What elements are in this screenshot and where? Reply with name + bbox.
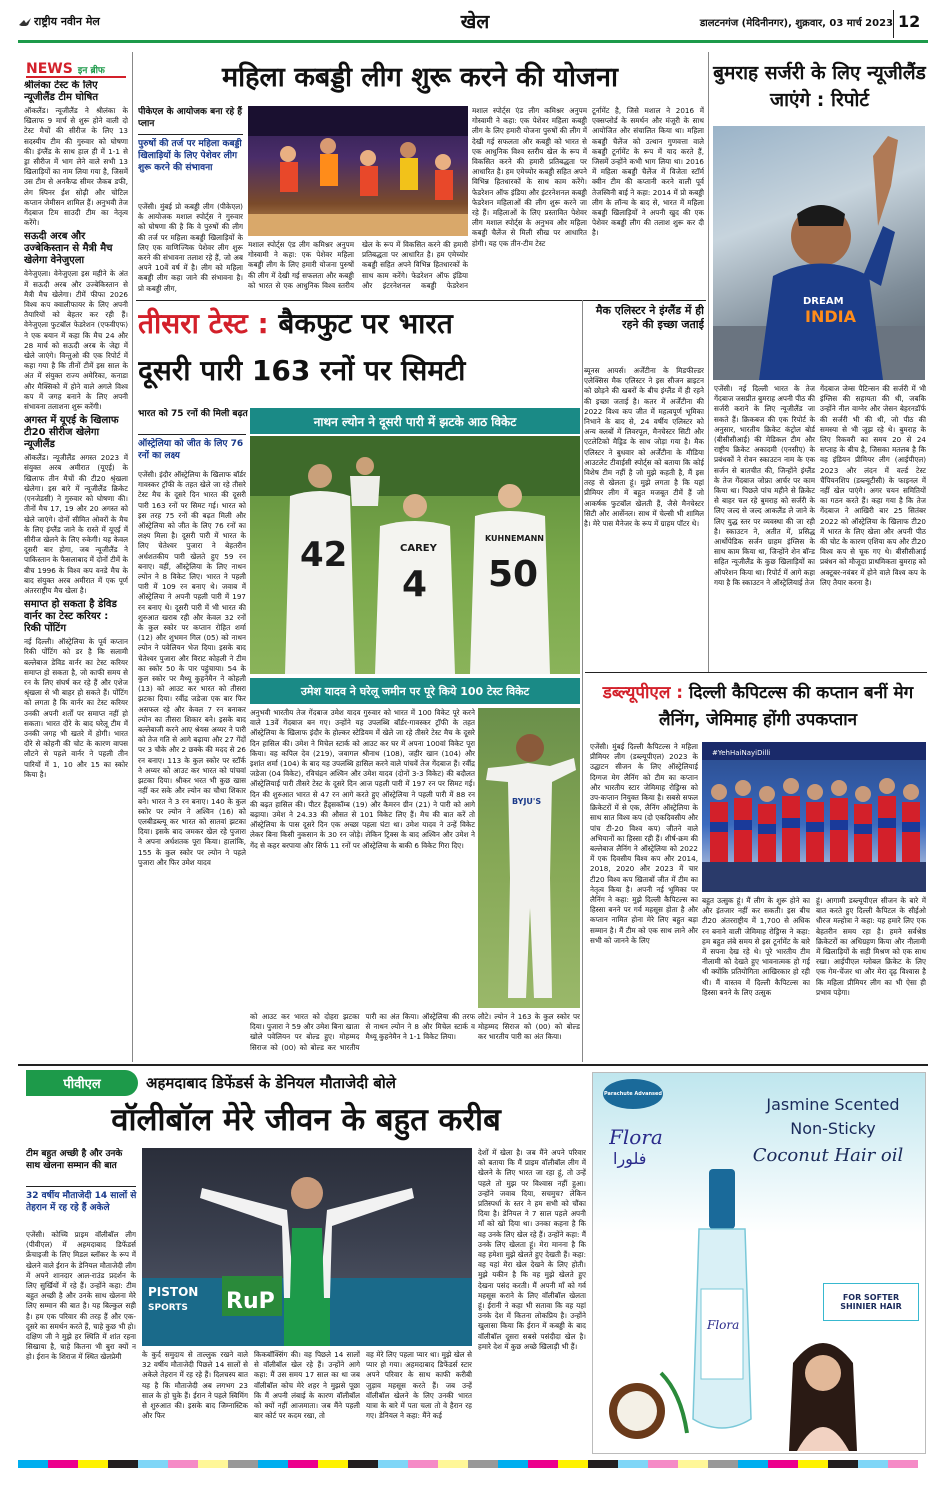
umesh-banner xyxy=(250,678,580,704)
test-body-2 xyxy=(250,708,475,1008)
jersey-name-carey: CAREY xyxy=(400,543,437,554)
wpl-body-text: बहुत उत्सुक हूं। मैं लीग के शुरू होने का और इंतजार नहीं कर सकती। इस बीच टी20 अंतरराष्ट्रीय में 1,700 से अधिक रन बनाने वाली जेमिमाह रोड्रिग्स ने कहा: हम बहुत लंबे समय से इस टूर्नामेंट के बारे में सपना देख रहे थे। पूरे भारतीय टीम नीलामी को देखते हुए भावनात्मक हो गई थी क्योंकि प्रतियोगिता आखिरकार हो रही थी। मैं वास्तव में दिल्ली कैपिटल्स का हिस्सा बनने के लिए उत्सुक xyxy=(702,896,810,997)
bird-logo-icon xyxy=(18,14,32,26)
wpl-headline xyxy=(590,680,926,738)
volley-body-text: एजेंसी। कोच्चि प्राइम वॉलीबॉल लीग (पीवीएल) में अहमदाबाद डिफेंडर्स फ्रेंचाइजी के लिए मिडल ब्लॉकर के रूप में खेलने वाले ईरान के डेनियल मौताजेदी लीग में अपने शानदार आल-राउंड प्रदर्शन के लिए सुर्खियों में रहे हैं। उन्होंने कहा: टीम बहुत अच्छी है और उनके साथ खेलना मेरे लिए सम्मान की बात है। यह बिल्कुल सही है। हम एक परिवार की तरह हैं और एक-दूसरे का समर्थन करते हैं, चाहे कुछ भी हो। दक्षिण जी ने मुझे हर स्थिति में शांत रहना सिखाया है, चाहे कितना भी बुरा क्यों न हो। ईरान के शिराज में स्थित खेलप्रेमी xyxy=(26,1230,136,1362)
brief-item xyxy=(24,231,128,412)
volley-body-5 xyxy=(478,1148,586,1454)
brief-item xyxy=(24,80,128,228)
bumrah-body-text: एजेंसी। नई दिल्ली भारत के तेज गेंदबाज जसप्रीत बुमराह अपनी पीठ की सर्जरी कराने के लिए न्यूजीलैंड जा सकते हैं। क्रिकबज की एक रिपोर्ट के अनुसार, भारतीय क्रिकेट कंट्रोल बोर्ड (बीसीसीआई) की मेडिकल टीम और राष्ट्रीय क्रिकेट अकादमी (एनसीए) के प्रबंधकों ने रोवन स्काउटन नाम के एक सर्जन से बातचीत की, जिन्होंने इंग्लैंड के तेज गेंदबाज जोफ्रा आर्चर पर काम किया था। पिछले पांच महीने से क्रिकेट से बाहर चल रहे बुमराह को सर्जरी के लिए जल्द से जल्द आकलैंड ले जाने के लिए युद्ध स्तर पर व्यवस्था की जा रही है। स्काउटन ने, अतीत में, प्रसिद्ध आर्थोपेडिक सर्जन ग्राहम इंग्लिस के साथ काम किया था, जिन्होंने शेन बॉन्ड सहित न्यूजीलैंड के कुछ खिलाड़ियों का ऑपरेशन किया था। रिपोर्ट में आगे कहा गया है कि स्काउटन ने ऑस्ट्रेलियाई तेज xyxy=(714,384,815,587)
news-brief-underline xyxy=(26,76,126,78)
test-kicker-2: ऑस्ट्रेलिया को जीत के लिए 76 रनों का लक्ष्य xyxy=(138,439,244,461)
wpl-headline-rest: दिल्ली कैपिटल्स की कप्तान बनीं मेग लैनिंग, जेमिमाह होंगी उपकप्तान xyxy=(658,683,914,730)
kabaddi-kicker-rule xyxy=(138,134,243,135)
header-rule xyxy=(18,40,928,43)
kabaddi-body-text: एजेंसी। मुंबई प्रो कबड्डी लीग (पीकेएल) के आयोजक मशाल स्पोर्ट्स ने गुरुवार को घोषणा की है कि वे पुरुषों की लीग की तर्ज पर महिला कबड्डी खिलाड़ियों के लिए एक वाणिज्यिक पेशेवर लीग शुरू करने की संभावना तलाश रहे हैं, जो अब अपने 10वें वर्ष में है। लीग को महिला कबड्डी लीग कहा जाने की संभावना है। प्रो कबड्डी लीग, xyxy=(138,202,243,293)
australia-players-photo xyxy=(250,436,580,674)
sidebar-briefs xyxy=(24,80,128,1080)
test-headline-rest: बैकफुट पर भारत xyxy=(278,307,453,340)
bumrah-bottom-rule xyxy=(585,672,927,673)
wpl-hashtag: #YehHaiNayiDilli xyxy=(712,749,771,757)
volley-body-text: देशों में खेला है। जब मैंने अपने परिवार को बताया कि मैं प्राइम वॉलीबॉल लीग में खेलने के लिए भारत जा रहा हूं, तो उन्हें पहले तो मुझ पर विश्वास नहीं हुआ। उन्होंने जवाब दिया, सचमुच? लेकिन प्रतिस्पर्धा के स्तर ने हम सभी को चौंका दिया है। डेनियल ने 7 साल पहले अपनी माँ को खो दिया था। उनका कहना है कि वह उनके लिए खेल रहे हैं। उन्होंने कहा: मैं उनके लिए खेलता हूं। मेरा मानना है कि वह हमेशा मुझे खेलते हुए देखती हैं। कहा: वह यहां मेरा खेल देखने के लिए होती। मुझे यकीन है कि वह मुझे खेलते हुए देखना पसंद करती। मैं अपनी माँ को गर्व महसूस कराने के लिए वॉलीबॉल खेलता हूं। ईरानी ने कहा भी सतावा कि वह यहां उनके देश में कितना लोकप्रिय है। उन्होंने खुलासा किया कि ईरान में कबड्डी के बाद वॉलीबॉल दूसरा सबसे पसंदीदा खेल है। हमारे देश में कुछ अच्छे खिलाड़ी भी हैं। xyxy=(478,1148,586,1351)
volley-headline: वॉलीबॉल मेरे जीवन के बहुत करीब xyxy=(111,1102,501,1138)
ad-brand-name: Parachute Advansed xyxy=(604,1091,662,1097)
bumrah-body-1 xyxy=(714,384,815,670)
ad-line-2: Non-Sticky xyxy=(790,1119,876,1138)
wpl-body-text: एजेंसी। मुंबई दिल्ली कैपिटल्स ने महिला प्रीमियर लीग (डब्ल्यूपीएल) 2023 के उद्घाटन सीजन के लिए ऑस्ट्रेलियाई दिग्गज मेग लैनिंग को टीम का कप्तान और भारतीय स्टार जेमिमाह रोड्रिग्स को उप-कप्तान नियुक्त किया है। सबसे सफल क्रिकेटरों में से एक, लैनिंग ऑस्ट्रेलिया के साथ सात विश्व कप (दो एकदिवसीय और पांच टी-20 विश्व कप) जीतने वाले अभियानों का हिस्सा रही हैं। शीर्ष-क्रम की बल्लेबाज लैनिंग ने ऑस्ट्रेलिया को 2022 में एक दिवसीय विश्व कप और 2014, 2018, 2020 और 2023 में चार टी20 विश्व कप खिताबों जीत में टीम का नेतृत्व किया है। अपनी नई भूमिका पर लैनिंग ने कहा: मुझे दिल्ली कैपिटल्स का हिस्सा बनने पर गर्व महसूस होता है और कप्तान नामित होना मेरे लिए बहुत बड़ा सम्मान है। मैं टीम को एक साथ लाने और सभी को जानने के लिए xyxy=(590,742,698,945)
kabaddi-kicker-1: पीकेएल के आयोजक बना रहे हैं प्लान xyxy=(138,107,243,129)
banner-piston: PISTON xyxy=(148,1285,199,1299)
test-headline-2: दूसरी पारी 163 रनों पर सिमटी xyxy=(138,354,466,387)
wpl-body-text: हूं। आगामी डब्ल्यूपीएल सीजन के बारे में बात करते हुए दिल्ली कैपिटल के सीईओ धीरज मल्होत्रा ने कहा: यह हमारे लिए एक बेहतरीन समय रहा है। हमने सर्वश्रेष्ठ क्रिकेटरों का अधिग्रहण किया और नीलामी में खिलाड़ियों के सही मिश्रण को एक साथ रखा। आईपीएल ग्लोबल क्रिकेट के लिए एक गेम-चेंजर था और मेरा दृढ़ विश्वास है कि महिला प्रीमियर लीग का भी ऐसा ही प्रभाव पड़ेगा। xyxy=(816,896,926,997)
delhi-capitals-photo xyxy=(702,742,926,892)
jersey-number-42: 42 xyxy=(300,535,348,575)
brief-item xyxy=(24,415,128,596)
kabaddi-kicker-2: पुरुषों की तर्ज पर महिला कबड्डी खिलाड़ियों के लिए पेशेवर लीग शुरू करने की संभावना xyxy=(138,139,242,173)
bumrah-divider xyxy=(708,52,709,672)
kabaddi-body-1 xyxy=(138,202,243,298)
ad-sub-brand: Flora xyxy=(609,1125,663,1149)
page-number: 12 xyxy=(898,12,921,31)
sidebar-divider xyxy=(132,52,133,1062)
pvl-tag xyxy=(26,1070,138,1096)
wpl-body-1 xyxy=(590,742,698,1060)
volley-body-2 xyxy=(142,1350,248,1454)
parachute-ad[interactable] xyxy=(592,1072,926,1454)
volley-body-4 xyxy=(366,1350,472,1454)
umesh-banner-text: उमेश यादव ने घरेलू जमीन पर पूरे किये 100 टेस्ट विकेट xyxy=(300,684,530,698)
volley-kicker-2: 32 वर्षीय मौताजेदी 14 सालों से तेहरान में रह रहे हैं अकेले xyxy=(26,1191,137,1213)
volley-kicker-1: टीम बहुत अच्छी है और उनके साथ खेलना सम्मान की बात xyxy=(26,1149,123,1171)
brief-item xyxy=(24,599,128,780)
brief-headline: सऊदी अरब और उज्बेकिस्तान से मैत्री मैच खेलेगा वेनेजुएला xyxy=(24,231,113,267)
ad-model-image xyxy=(783,1323,863,1451)
brief-headline: श्रीलंका टेस्ट के लिए न्यूजीलैंड टीम घोषित xyxy=(24,80,99,103)
jersey-number-50: 50 xyxy=(488,554,539,595)
kabaddi-headline: महिला कबड्डी लीग शुरू करने की योजना xyxy=(222,62,618,93)
ad-tagline-box xyxy=(823,1283,919,1321)
bumrah-body-text: गेंदबाज जेम्स पैटिन्सन की सर्जरी में भी इंग्लिस की सहायता की थी, जबकि उन्होंने नील वाग्नेर और जेसन बेहरनडॉर्फ की सर्जरी भी की थी, जो पीठ की समस्या से भी जूझ रहे थे। बुमराह के लिए रिकवरी का समय 20 से 24 सप्ताह के बीच है, जिसका मतलब है कि वह इंडियन प्रीमियर लीग (आईपीएल) 2023 और लंदन में वर्ल्ड टेस्ट चैंपियनशिप (डब्ल्यूटीसी) के फाइनल में नहीं खेल पाएंगे। अगर चयन समितियों का गठन करते हैं। कहा गया है कि तेज गेंदबाज ने आखिरी बार 25 सितंबर 2022 को ऑस्ट्रेलिया के खिलाफ टी20 में भारत के लिए खेला और अपनी पीठ की चोट के कारण एशिया कप और टी20 विश्व कप से चूक गए थे। बीसीसीआई प्रबंधन को मौजूदा प्राथमिकता बुमराह को अक्टूबर-नवंबर में होने वाले विश्व कप के लिए तैयार करना है। xyxy=(820,384,926,587)
kabaddi-body-text: टूर्नामेंट है, जिसे मशाल ने 2016 में एक्सप्लोर्ड के समर्थन और मंजूरी के साथ आयोजित और संचालित किया था। महिला कबड्डी चैलेंज को उत्थान गुणवत्ता वाले कबड्डी टूर्नामेंट के रूप में याद करते हैं, जिसमें उन्होंने कभी भाग लिया था। 2016 में महिला कबड्डी चैलेंज में विजेता स्टॉर्म क्वीन टीम की कप्तानी करने वाली पूर्व तेजस्विनी बाई ने कहा: 2014 में प्रो कबड्डी लीग के लॉन्च के बाद से, भारत में महिला कबड्डी खिलाड़ियों ने अपनी खुद की एक पेशेवर कबड्डी लीग की तलाश शुरू कर दी है। xyxy=(592,106,704,238)
dateline: डालटनगंज (मेदिनीनगर), शुक्रवार, 03 मार्च 2023 xyxy=(699,18,893,29)
volley-body-text: वह मेरे लिए पहला प्यार था। मुझे खेल से प्यार हो गया। अहमदाबाद डिफेंडर्स स्टार अपने परिवार के साथ काफी करीबी जुड़ाव महसूस करते हैं। जब उन्हें वॉलीबॉल खेलने के लिए उनकी भारत यात्रा के बारे में पता चला तो वे हैरान रह गए। डेनियल ने कहा: मैंने कई xyxy=(366,1350,472,1421)
paper-logo: राष्ट्रीय नवीन मेल xyxy=(34,15,100,28)
mcallister-headline: मैक एलिस्टर ने इंग्लैंड में ही रहने की इच्छा जताई xyxy=(595,304,704,331)
pvl-tag-text: पीवीएल xyxy=(63,1077,101,1092)
svg-text:INDIA: INDIA xyxy=(805,307,856,326)
wpl-headline-red: डब्ल्यूपीएल : xyxy=(602,683,684,703)
volley-body-3 xyxy=(254,1350,360,1454)
brief-body: ऑकलैंड। न्यूजीलैंड अगस्त 2023 में संयुक्त अरब अमीरात (यूएई) के खिलाफ तीन मैचों की टी20 श्रृंखला खेलेगा। इस बारे में न्यूजीलैंड क्रिकेट (एनजेडसी) ने गुरुवार को घोषणा की। तीनों मैच 17, 19 और 20 अगस्त को खेले जाएंगे। दोनों सीमित ओवरों के मैच के लिए इंग्लैंड जाने के रास्ते में यूएई में सीरीज खेलने के लिए रुकेगी। यह केवल दूसरी बार होगा, जब न्यूजीलैंड ने पाकिस्तान के फैसलाबाद में दोनों टीमें के बीच 1996 के विश्व कप वनडे मैच के बाद संयुक्त अरब अमीरात में एक पूर्ण अंतरराष्ट्रीय मैच खेला है। xyxy=(24,453,128,595)
jersey-number-4: 4 xyxy=(402,564,428,605)
bumrah-body-2 xyxy=(820,384,926,670)
ad-line-3: Coconut Hair oil xyxy=(752,1145,904,1166)
test-body-1 xyxy=(138,470,246,1062)
color-registration-strip xyxy=(18,1460,928,1468)
kabaddi-body-4 xyxy=(592,106,704,298)
test-body-text: एजेंसी। इंदौर ऑस्ट्रेलिया के खिलाफ बॉर्डर गावस्कर ट्रॉफी के तहत खेले जा रहे तीसरे टेस्ट मैच के दूसरे दिन भारत की दूसरी पारी 163 रनों पर सिमट गई। भारत को इस तरह 75 रनों की बढ़त मिली और ऑस्ट्रेलिया को जीत के लिए 76 रनों का लक्ष्य मिला है। दूसरी पारी में भारत के लिए चेतेश्वर पुजारा ने बेहतरीन अर्धशतकीय पारी खेलते हुए 59 रन बनाए। वहीं, ऑस्ट्रेलिया के लिए नाथन ल्योन ने 8 विकेट लिए। भारत ने पहली पारी में 109 रन बनाए थे। जवाब में ऑस्ट्रेलिया ने अपनी पहली पारी में 197 रन बनाए थे। दूसरी पारी में भी भारत की शुरुआत खराब रही और केवल 32 रनों के कुल स्कोर पर कप्तान रोहित शर्मा (12) और शुभमन गिल (05) को नाथन ल्योन ने पवेलियन भेज दिया। इसके बाद चेतेश्वर पुजारा और विराट कोहली ने टीम का स्कोर 50 के पार पहुंचाया। 54 के कुल स्कोर पर मैथ्यू कुहनेमैन ने कोहली (13) को आउट कर भारत को तीसरा झटका दिया। रवींद्र जडेजा एक बार फिर असफल रहे और केवल 7 रन बनाकर ल्योन का तीसरा शिकार बने। इसके बाद बल्लेबाजी करने आए श्रेयस अय्यर ने पारी को तेज गति से आगे बढ़ाया और 27 गेंदों पर 3 चौके और 2 छक्के की मदद से 26 रन बनाए। 113 के कुल स्कोर पर स्टॉर्क ने अय्यर को आउट कर भारत को पांचवां झटका दिया। श्रीकर भरत भी कुछ खास नहीं कर सके और ल्योन का चौथा शिकार बने। भारत ने 3 रन बनाए। 140 के कुल स्कोर पर ल्योन ने अश्विन (16) को एलबीडब्ल्यू कर भारत को सातवां झटका दिया। इसके बाद जमकर खेल रहे पुजारा ने अपना अर्धशतक पूरा किया। हालांकि, 155 के कुल स्कोर पर ल्योन ने पहले पुजारा और फिर उमेश यादव xyxy=(138,470,246,867)
ad-tag-1: FOR SOFTER xyxy=(842,1293,900,1302)
test-kicker-1: भारत को 75 रनों की मिली बढ़त xyxy=(138,409,248,419)
section-title: खेल xyxy=(460,11,490,33)
brief-headline: समाप्त हो सकता है डेविड वार्नर का टेस्ट करियर : रिकी पोंटिंग xyxy=(24,599,117,635)
test-body-3 xyxy=(250,1012,475,1062)
svg-text:BYJU'S: BYJU'S xyxy=(512,797,542,806)
brief-body: वेनेजुएला। वेनेजुएला इस महीने के अंत में सऊदी अरब और उज्बेकिस्तान से मैत्री मैच खेलेगा। टीमें फीफा 2026 विश्व कप क्वालीफायर के लिए अपनी तैयारियों को बेहतर कर रही हैं। वेनेजुएला फुटबॉल फेडरेशन (एफवीएफ) ने एक बयान में कहा कि मैच 24 और 28 मार्च को सऊदी अरब के जेद्दा में खेले जाएंगे। विन्तुओ की एक रिपोर्ट में कहा गया है कि तीनों टीमें इस साल के अंत में संयुक्त राज्य अमेरिका, कनाडा और मैक्सिको में होने वाले अगले विश्व कप में जगह बनाने के लिए अपनी संभावना तलाशना शुरू करेंगी। xyxy=(24,269,128,412)
mcallister-body xyxy=(584,366,704,670)
volley-body-1 xyxy=(26,1230,136,1452)
jersey-name-kuhnemann: KUHNEMANN xyxy=(485,534,544,543)
kabaddi-body-text: मशाल स्पोर्ट्स एंड लीग कमिश्नर अनुपम गोस्वामी ने कहा: एक पेशेवर महिला कबड्डी लीग के लिए हमारी योजना पुरुषों की लीग में देखी गई सफलता और कबड्डी को भारत से एक आधुनिक विश्व स्तरीय खेल के रूप में विकसित करने की हमारी प्रतिबद्धता पर आधारित है। हम एमेच्योर कबड्डी सहित अपने विभिन्न हितधारकों के साथ काम करेंगे। फेडरेशन ऑफ इंडिया और इंटरनेशनल कबड्डी फेडरेशन xyxy=(248,240,468,290)
volley-kicker-rule xyxy=(26,1186,136,1187)
ad-tag-2: SHINIER HAIR xyxy=(840,1302,902,1311)
bumrah-headline: बुमराह सर्जरी के लिए न्यूजीलैंड जाएंगे : रिपोर्ट xyxy=(713,62,926,111)
kabaddi-photo xyxy=(248,106,468,236)
brief-label: इन ब्रीफ xyxy=(77,66,105,76)
volley-body-text: किकबॉक्सिंग की। वह पिछले 14 सालों से वॉलीबॉल खेल रहे हैं। उन्होंने आगे कहा: मैं उस समय 17 साल का था जब वॉलीबॉल कोच मेरे शहर ने मुझसे पूछा कि मैं अपनी लंबाई के कारण वॉलीबॉल को क्यों नहीं आजमाता। जब मैंने पहली बार कोर्ट पर कदम रखा, तो xyxy=(254,1350,360,1421)
oil-bottle-image xyxy=(687,1169,757,1441)
mcallister-body-text: ब्यूनस आयर्स। अर्जेंटीना के मिडफील्डर एलेक्सिस मैक एलिस्टर ने इस सीजन ब्राइटन को छोड़ने की खबरों के बीच इंग्लैंड में ही रहने की इच्छा जताई है। कतर में अर्जेंटीना की 2022 विश्व कप जीत में महत्वपूर्ण भूमिका निभाने के बाद से, 24 वर्षीय एलिस्टर को अन्य क्लबों में लिवरपूल, मैनचेस्टर सिटी और एटलेटिको मैड्रिड के साथ जोड़ा गया है। मैक एलिस्टर ने बुधवार को अर्जेंटीना के मीडिया आउटलेट टीवाईसी स्पोर्ट्स को बताया कि कोई विशेष टीम नहीं है जो मुझे कहती है, मैं इस तरह से खेलता हूं। मुझे लगता है कि यहां प्रीमियर लीग में बहुत मजबूत टीमें हैं जो आकर्षक फुटबॉल खेलती हैं, जैसे मैनचेस्टर सिटी और आर्सेनल। साथ में चेल्सी भी शामिल है। मेरे पास मैनेजर के रूप में ग्राहम पॉटर थे। xyxy=(584,366,704,529)
brief-body: ऑकलैंड। न्यूजीलैंड ने श्रीलंका के खिलाफ 9 मार्च से शुरू होने वाली दो टेस्ट मैचों की सीरीज के लिए 13 सदस्यीय टीम की गुरुवार को घोषणा की। इंग्लैंड के साथ हाल ही में 1-1 से ड्रा सीरीज में भाग लेने वाले सभी 13 खिलाड़ियों का नाम लिया गया है, जिसमें उस टीम से अनकैप्ड सीमर जैकब डफी, लेग स्पिनर ईश सोढ़ी और चोटिल कप्तान जेमीसन शामिल हैं। अनुभवी तेज गेंदबाज टिम साउदी टीम का नेतृत्व करेंगे। xyxy=(24,106,128,228)
volley-subhead: अहमदाबाद डिफेंडर्स के डेनियल मौताजेदी बोले xyxy=(146,1074,396,1092)
bumrah-photo xyxy=(713,126,925,380)
brief-body: नई दिल्ली। ऑस्ट्रेलिया के पूर्व कप्तान रिकी पोंटिंग को डर है कि सलामी बल्लेबाज डेविड वार्नर का टेस्ट करियर समाप्त हो सकता है, जो काफी समय से रन के लिए संघर्ष कर रहे हैं और एशेज श्रृंखला से भी बाहर हो सकते हैं। पोंटिंग को लगता है कि वार्नर का टेस्ट करियर उनकी अपनी शर्तों पर समाप्त नहीं हो सकता। भारत दौरे के बाद घरेलू टीम में उनकी जगह भी खतरे में होगी। भारत दौरे से कोहनी की चोट के कारण वापस लौटने से पहले वार्नर ने पहली तीन पारियों में 1, 10 और 15 का स्कोर किया है। xyxy=(24,637,128,779)
brief-headline: अगस्त में यूएई के खिलाफ टी20 सीरीज खेलेगा न्यूजीलैंड xyxy=(24,415,119,451)
ad-sub-brand-arabic: فلورا xyxy=(613,1149,647,1168)
test-kicker-rule xyxy=(138,434,246,435)
wpl-body-2 xyxy=(702,896,810,1060)
svg-text:Flora: Flora xyxy=(707,1318,740,1332)
lyon-banner-text: नाथन ल्योन ने दूसरी पारी में झटके आठ विकेट xyxy=(313,414,517,429)
header-divider xyxy=(893,10,894,38)
test-body-text: अनुभवी भारतीय तेज गेंदबाज उमेश यादव गुरुवार को भारत में 100 विकेट पूरे करने वाले 13वें गेंदबाज बन गए। उन्होंने यह उपलब्धि बॉर्डर-गावस्कर ट्रॉफी के तहत ऑस्ट्रेलिया के खिलाफ इंदौर के होल्कर स्टेडियम में खेले जा रहे तीसरे टेस्ट मैच के दूसरे दिन हासिल की। उमेश ने मिचेल स्टार्क को आउट कर घर में अपना 100वां विकेट पूरा किया। वह कपिल देव (219), जवागल श्रीनाथ (108), जहीर खान (104) और इशांत शर्मा (104) के बाद यह उपलब्धि हासिल करने वाले पांचवें तेज गेंदबाज हैं। रवींद्र जडेजा (04 विकेट), रविचंद्रन अश्विन और उमेश यादव (दोनों 3-3 विकेट) की बदौलत ऑस्ट्रेलियाई पारी तीसरे टेस्ट के दूसरे दिन आज पहली पारी में 197 रन पर सिमट गई। दिन की शुरुआत भारत से 47 रन आगे करते हुए ऑस्ट्रेलिया ने पहली पारी में 88 रन की बढ़त हासिल की। पीटर हैंड्सकॉम्ब (19) और कैमरन ग्रीन (21) ने पारी को आगे बढ़ाया। उमेश ने 24.33 की औसत से 101 विकेट लिए हैं। मैच की बात करें तो ऑस्ट्रेलिया के पास दूसरे दिन एक अच्छा पहला घंटा था। उमेश यादव ने उन्हें विकेट लेकर बिना किसी नुकसान के 30 रन जोड़े। लेकिन ट्रिक्स के बाद अश्विन और उमेश ने गेंद से कहर बरपाया और सिर्फ 11 रनों पर ऑस्ट्रेलिया के बाकी 6 विकेट गिरा दिए। xyxy=(250,708,475,850)
test-headline-1 xyxy=(138,304,598,346)
banner-sports: SPORTS xyxy=(148,1303,188,1313)
kabaddi-body-2 xyxy=(248,240,468,298)
news-label: NEWS xyxy=(26,61,73,76)
umesh-yadav-photo xyxy=(478,708,580,1008)
kabaddi-body-text: मशाल स्पोर्ट्स एंड लीग कमिश्नर अनुपम गोस्वामी ने कहा: एक पेशेवर महिला कबड्डी लीग के लिए हमारी योजना पुरुषों की लीग में देखी गई सफलता और कबड्डी को भारत से एक आधुनिक विश्व स्तरीय खेल के रूप में विकसित करने की हमारी प्रतिबद्धता पर आधारित है। हम एमेच्योर कबड्डी सहित अपने विभिन्न हितधारकों के साथ काम करेंगे। फेडरेशन ऑफ इंडिया और इंटरनेशनल कबड्डी फेडरेशन महिलाओं की लीग शुरू करने जा रहे हैं। महिलाओं के लिए प्रस्तावित पेशेवर लीग मशाल स्पोर्ट्स के अनुभव और महिला कबड्डी चैलेंज से मिली सीख पर आधारित होगी। यह एक तीन-टीम टेस्ट xyxy=(472,106,587,248)
svg-text:DREAM: DREAM xyxy=(803,296,844,307)
coconut-image xyxy=(601,1363,691,1443)
test-body-text: लौटे। ल्योन ने 163 के कुल स्कोर पर मोहम्मद सिराज को (00) को बोल्ड कर भारतीय पारी का अंत किया। xyxy=(478,1012,580,1042)
wpl-body-3 xyxy=(816,896,926,1060)
news-brief-label xyxy=(26,58,131,76)
kabaddi-body-3 xyxy=(472,106,587,298)
volleyball-player-photo xyxy=(142,1148,472,1346)
lower-section-rule xyxy=(18,1064,928,1066)
lyon-banner xyxy=(250,408,580,434)
kabaddi-bottom-rule xyxy=(136,300,706,301)
test-body-4 xyxy=(478,1012,580,1062)
wpl-divider xyxy=(582,300,583,1062)
volley-body-text: के कुर्द समुदाय से ताल्लुक रखने वाले 32 वर्षीय मौताजेदी पिछले 14 सालों से अकेले तेहरान में रह रहे हैं। दिलचस्प बात यह है कि मौताजेदी अब लगभग 23 साल के हो चुके हैं। ईरान ने पहले स्विमिंग से शुरुआत की। इसके बाद जिम्नास्टिक और फिर xyxy=(142,1350,248,1421)
banner-rup: RuP xyxy=(226,1289,275,1314)
test-body-text: को आउट कर भारत को दोहरा झटका दिया। पुजारा ने 59 और उमेश बिना खाता खोले पवेलियन पर बोल्ड हुए। मोहम्मद सिराज को (00) को बोल्ड कर भारतीय पारी का अंत किया। ऑस्ट्रेलिया की तरफ से नाथन ल्योन ने 8 और मिचेल स्टार्क व मैथ्यू कुहनेमैन ने 1-1 विकेट लिया। xyxy=(250,1012,475,1052)
masthead xyxy=(0,0,945,44)
ad-line-1: Jasmine Scented xyxy=(766,1095,900,1114)
test-headline-red: तीसरा टेस्ट : xyxy=(138,307,269,340)
ad-brand-logo xyxy=(603,1079,663,1109)
